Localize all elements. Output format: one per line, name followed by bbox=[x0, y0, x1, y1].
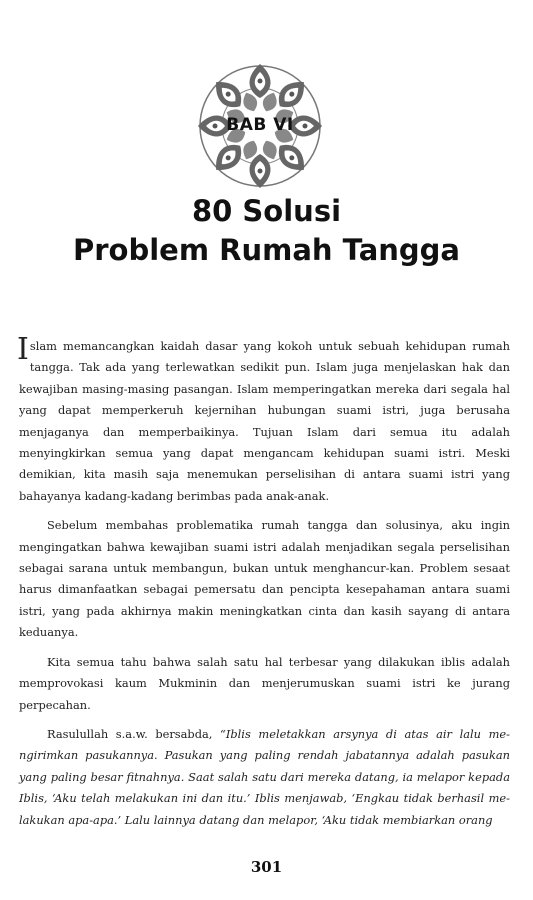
chapter-title-line-2: Problem Rumah Tangga bbox=[72, 233, 460, 267]
paragraph-1-text: slam memancangkan kaidah dasar yang kokoh untuk sebuah kehidupan rumah tangga. Tak ada yang terlewatkan sedikit pun. Islam juga menjelaskan hak dan kewajiban masing-masing pasangan. Islam memperingatkan mereka dari segala hal yang dapat memperkeruh kejernihan hubungan suami istri, juga berusaha menjaganya dan memperbaikinya. Tujuan Islam dari semua itu adalah menyingkirkan semua yang dapat mengancam kehidupan suami istri. Meski demikian, kita masih saja menemukan perselisihan di antara suami istri yang bahayanya kadang-kadang berimbas pada anak-anak. bbox=[19, 339, 510, 503]
paragraph-4 bbox=[19, 724, 510, 831]
page-number: 301 bbox=[250, 858, 283, 876]
paragraph-3: Kita semua tahu bahwa salah satu hal terbesar yang dilakukan iblis adalah memprovokasi kaum Mukminin dan menjerumuskan suami istri ke jurang perpecahan. bbox=[19, 654, 510, 712]
chapter-label: BAB VI bbox=[226, 115, 294, 135]
paragraph-2: Sebelum membahas problematika rumah tangga dan solusinya, aku ingin mengingatkan bahwa kewajiban suami istri adalah menjadikan segala perselisihan sebagai sarana untuk membangun, bukan untuk menghancur-kan. Problem sesaat harus dimanfaatkan sebagai pemersatu dan pencipta kesepahaman antara suami istri, yang pada akhirnya makin meningkatkan cinta dan kasih sayang di antara keduanya. bbox=[19, 518, 510, 640]
hadith-quote: “Iblis meletakkan arsynya di atas air lalu me-ngirimkan pasukannya. Pasukan yang paling rendah jabatannya adalah pasukan yang paling besar fitnahnya. Saat salah satu dari mereka datang, ia melapor kepada Iblis, ‘Aku telah melakukan ini dan itu.’ Iblis menjawab, ‘Engkau tidak berhasil me-lakukan apa-apa.’ Lalu lainnya datang dan melapor, ‘Aku tidak membiarkan orang bbox=[19, 726, 510, 827]
body-text bbox=[17, 332, 510, 831]
paragraph-1 bbox=[17, 332, 510, 507]
chapter-title bbox=[0, 192, 533, 270]
drop-cap: I bbox=[17, 332, 29, 367]
chapter-title-line-1: 80 Solusi bbox=[191, 194, 342, 228]
paragraph-4-intro: Rasulullah s.a.w. bersabda, bbox=[47, 726, 221, 741]
